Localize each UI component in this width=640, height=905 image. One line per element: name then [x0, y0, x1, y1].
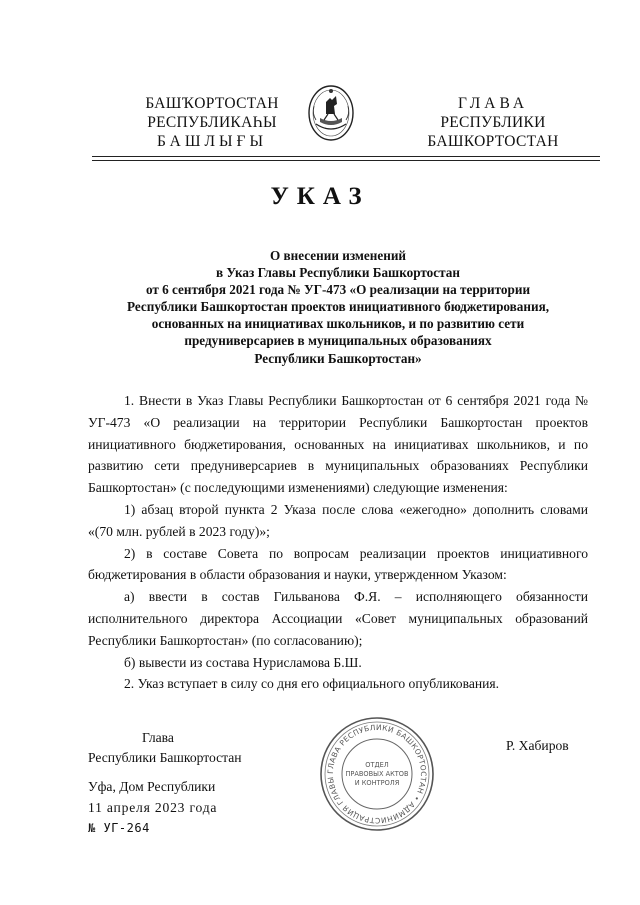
header-divider [92, 156, 600, 157]
header-right-line: ГЛАВА [457, 95, 529, 112]
header-right-line: БАШКОРТОСТАН [427, 133, 559, 150]
body-paragraph: 2. Указ вступает в силу со дня его официального опубликования. [124, 676, 500, 692]
subject-line: предуниверсариев в муниципальных образованиях [184, 333, 492, 349]
header-left-line: БАШҠОРТОСТАН [145, 95, 279, 112]
issue-date: 11 апреля 2023 года [88, 800, 218, 815]
header-left-line: РЕСПУБЛИКАҺЫ [147, 114, 277, 131]
subject-line: основанных на инициативах школьников, и по развитию сети [151, 316, 525, 332]
signatory-name: Р. Хабиров [506, 738, 569, 753]
header-right-line: РЕСПУБЛИКИ [440, 114, 546, 131]
body-paragraph: а) ввести в состав Гильванова Ф.Я. – исполняющего обязанности исполнительного директора Ассоциации «Совет муниципальных образований Республики Башкортостан» (по согласованию); [88, 589, 588, 648]
header-divider-thin [92, 160, 600, 161]
header-russian-title [398, 94, 588, 151]
position-line: Глава [142, 730, 174, 745]
signatory-position [88, 728, 242, 768]
decree-subject [88, 247, 588, 367]
subject-line: Республики Башкортостан» [254, 350, 422, 366]
subject-line: от 6 сентября 2021 года № УГ-473 «О реализации на территории [145, 282, 531, 298]
stamp-line: И КОНТРОЛЯ [354, 779, 400, 787]
body-paragraph: 2) в составе Совета по вопросам реализации проектов инициативного бюджетирования в области образования и науки, утвержденном Указом: [88, 545, 588, 583]
subject-line: Республики Башкортостан проектов инициативного бюджетирования, [126, 299, 550, 315]
official-stamp-icon [318, 715, 436, 833]
subject-line: О внесении изменений [269, 248, 407, 263]
header-bashkir-title [112, 94, 312, 151]
decree-body [88, 390, 588, 695]
body-paragraph: 1) абзац второй пункта 2 Указа после слова «ежегодно» дополнить словами «(70 млн. рублей в 2023 году)»; [88, 501, 588, 539]
body-paragraph: 1. Внести в Указ Главы Республики Башкортостан от 6 сентября 2021 года № УГ-473 «О реализации на территории Республики Башкортостан проектов инициативного бюджетирования, основанных на инициативах школьников, и по развитию сети предуниверсариев в муниципальных образованиях Республики Башкортостан» (с последующими изменениями) следующие изменения: [88, 393, 588, 496]
issue-details [88, 776, 217, 839]
stamp-ring-text: ГЛАВА РЕСПУБЛИКИ БАШКОРТОСТАН • АДМИНИСТРАЦИЯ ГЛАВЫ [325, 722, 429, 826]
stamp-line: ПРАВОВЫХ АКТОВ [345, 770, 409, 778]
stamp-line: ОТДЕЛ [365, 761, 389, 769]
position-line: Республики Башкортостан [88, 750, 242, 765]
subject-line: в Указ Главы Республики Башкортостан [216, 265, 460, 281]
header-left-line: БАШЛЫҒЫ [156, 133, 268, 150]
decree-number: № УГ-264 [88, 821, 150, 835]
document-type-title: УКАЗ [270, 183, 370, 210]
coat-of-arms-emblem-icon [306, 84, 356, 142]
issue-place: Уфа, Дом Республики [88, 779, 216, 794]
body-paragraph: б) вывести из состава Нурисламова Б.Ш. [124, 654, 362, 670]
